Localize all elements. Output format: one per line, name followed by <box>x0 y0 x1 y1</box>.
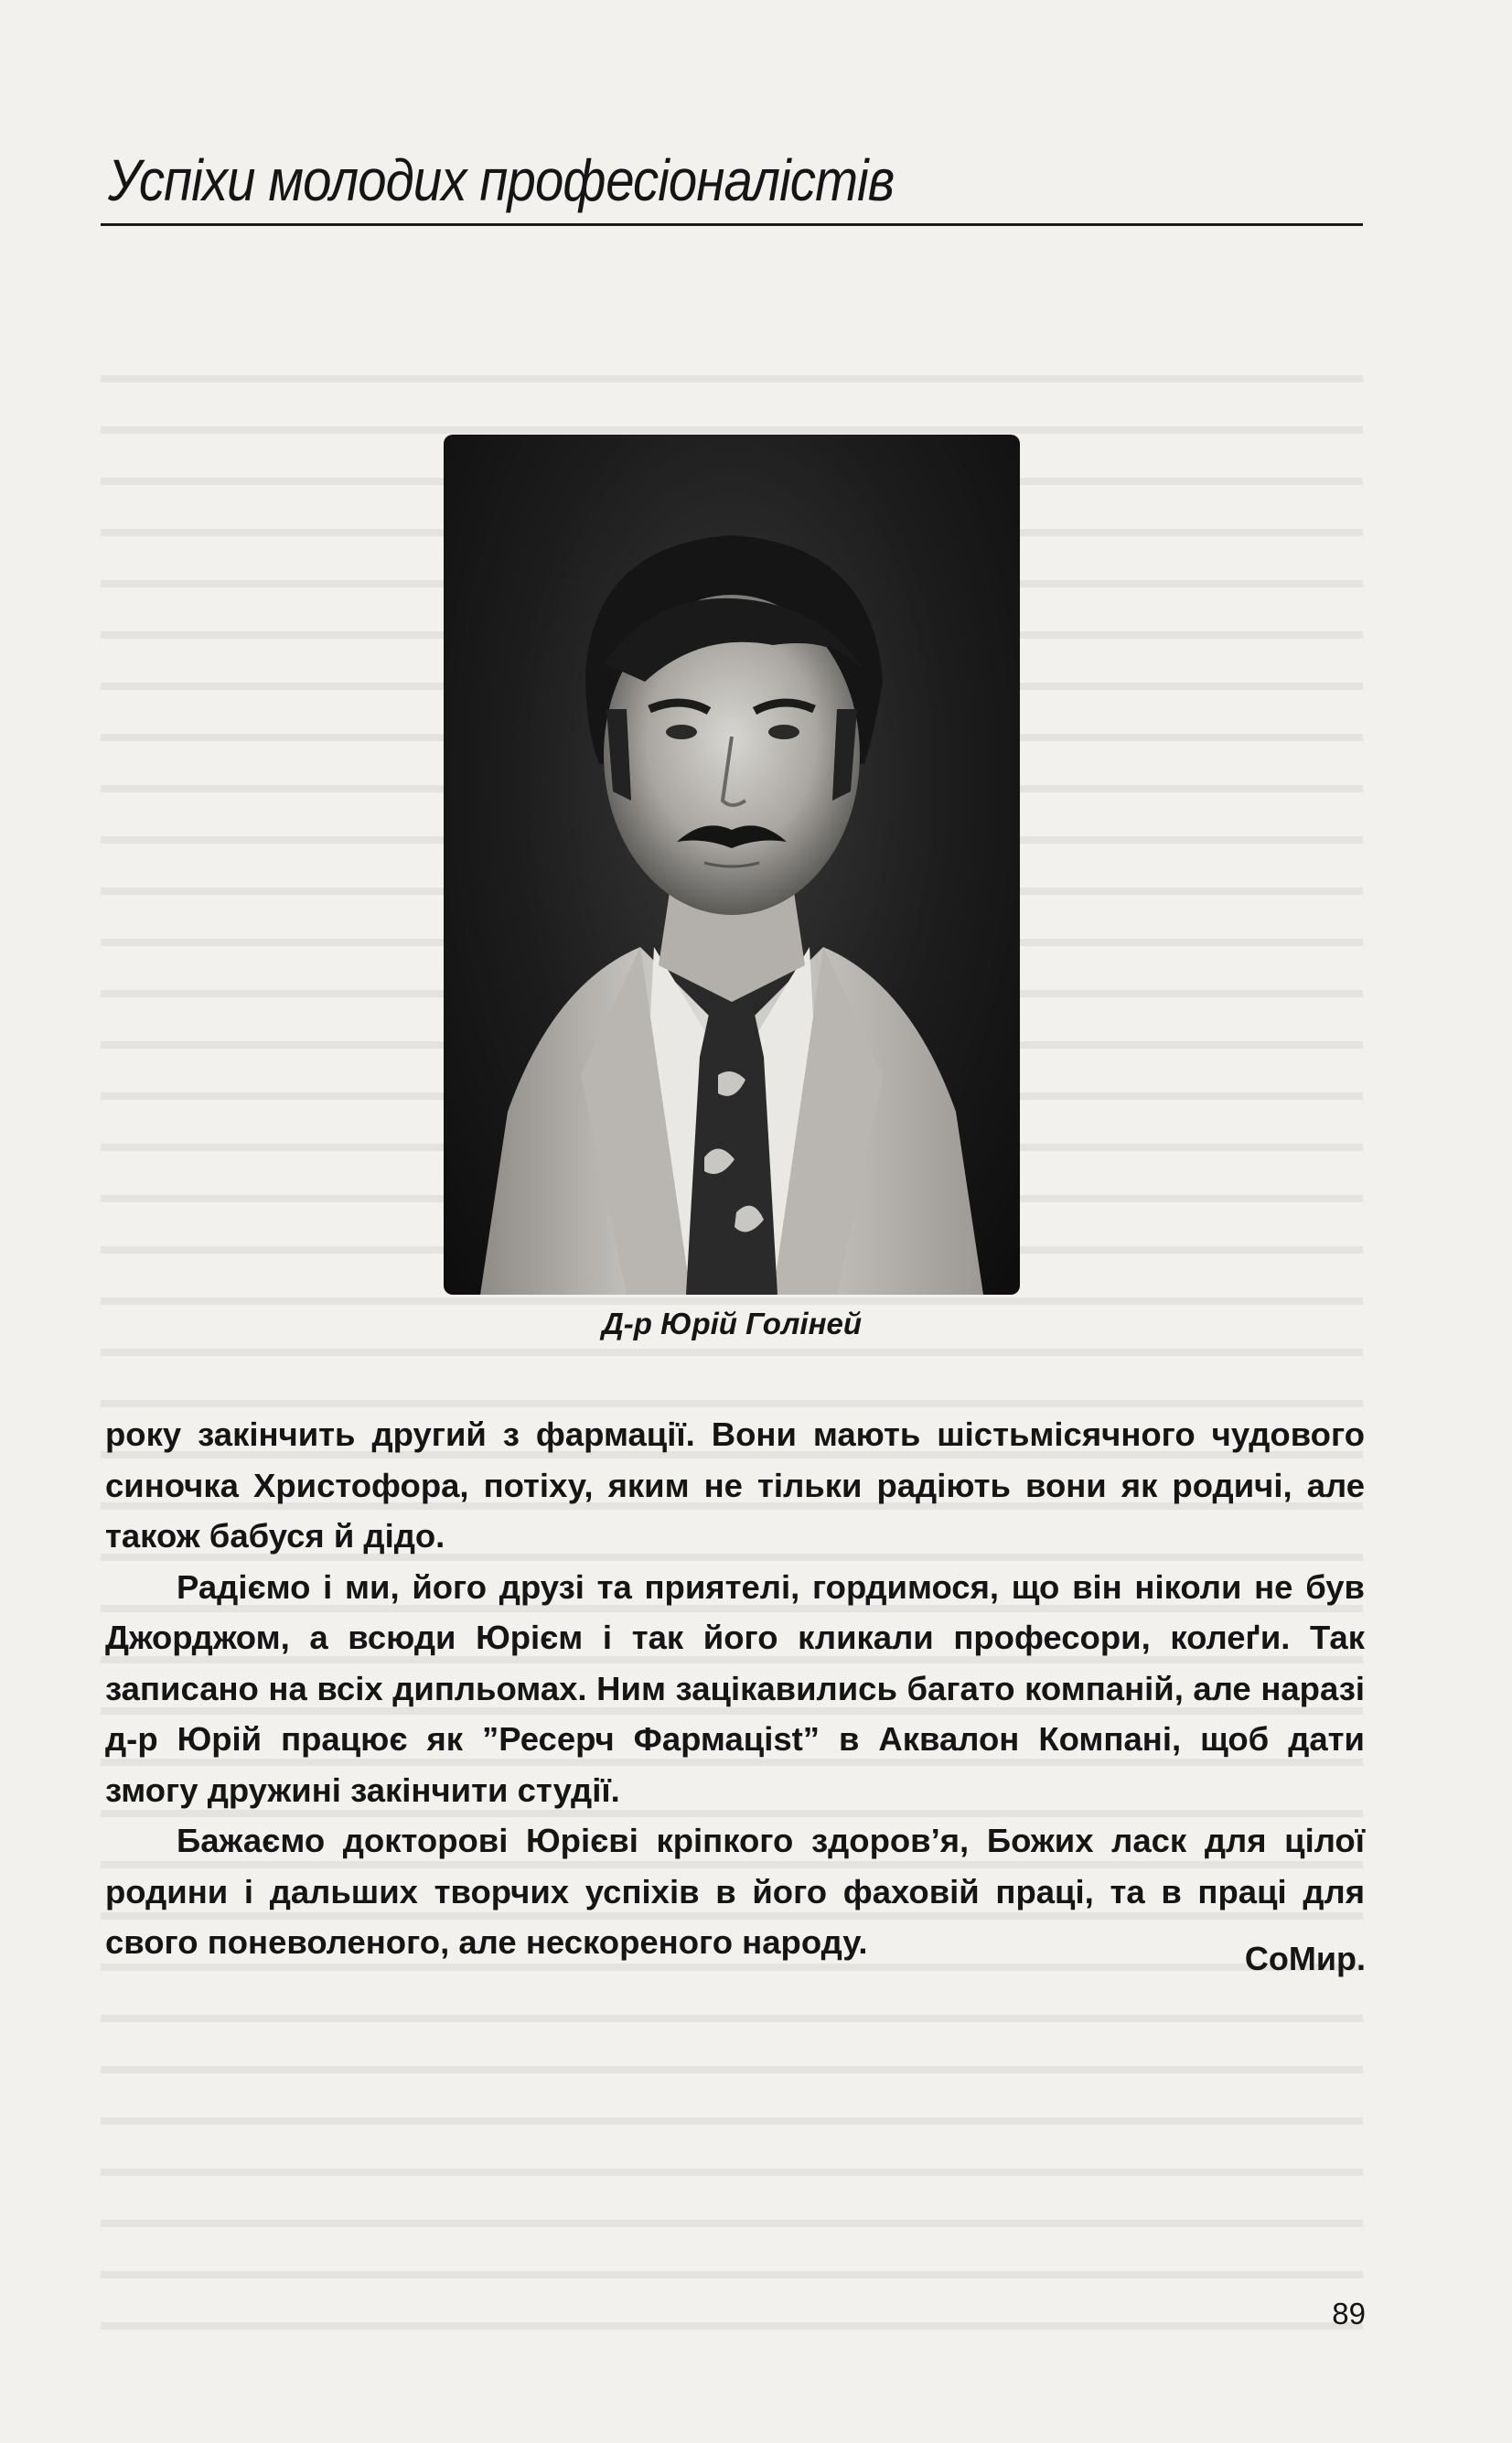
portrait-illustration <box>444 435 1020 1295</box>
paragraph-1: року закінчить другий з фармації. Вони мають шістьмісячного чудового синочка Христофора, потіху, яким не тільки радіють вони як родичі, але також бабуся й дідо. <box>105 1415 1365 1555</box>
portrait-photo <box>444 435 1020 1295</box>
photo-caption: Д-р Юрій Голіней <box>601 1307 863 1340</box>
article-body <box>105 1409 1365 1968</box>
paragraph-2: Радіємо і ми, його друзі та приятелі, гордимося, що він ніколи не був Джорджом, а всюди Юрієм і так його кликали професори, колеґи. Так записано на всіх дипльомах. Ним зацікавились багато компаній, але наразі д-р Юрій працює як ”Ресерч Фармацist” в Аквалон Компані, щоб дати змогу дружині закінчити студії. <box>105 1567 1365 1809</box>
title-rule <box>101 223 1363 226</box>
page-number: 89 <box>1332 2297 1366 2330</box>
paragraph-3: Бажаємо докторові Юрієві кріпкого здоров’я, Божих ласк для цілої родини і дальших творчих успіхів в його фаховій праці, та в праці для свого поневоленого, але нескореного народу. <box>105 1822 1365 1961</box>
author-signature: СоМир. <box>1244 1940 1366 1977</box>
section-title: Успіхи молодих професіоналістів <box>108 147 895 213</box>
